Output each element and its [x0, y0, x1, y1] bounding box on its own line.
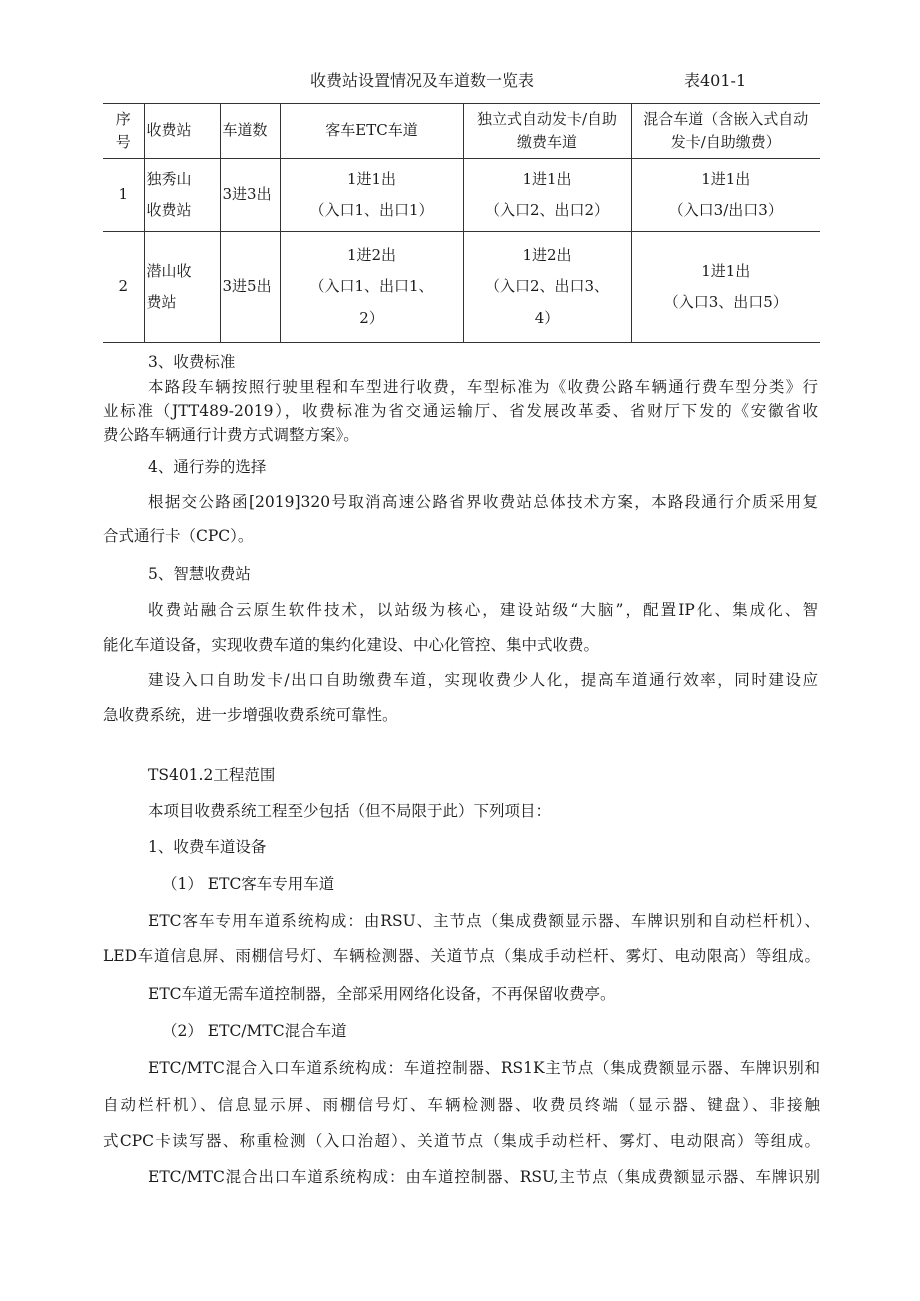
cell-etc: 1进1出 （入口1、出口1）: [280, 159, 463, 232]
paragraph-line: 收费站融合云原生软件技术，以站级为核心，建设站级“大脑”，配置IP化、集成化、智: [148, 601, 818, 619]
paragraph-line: ETC车道无需车道控制器，全部采用网络化设备，不再保留收费亭。: [148, 985, 616, 1003]
header-station: 收费站: [144, 104, 220, 159]
paragraph-line: 建设入口自助发卡/出口自助缴费车道，实现收费少人化，提高车道通行效率，同时建设应: [148, 671, 818, 689]
paragraph-line: LED车道信息屏、雨棚信号灯、车辆检测器、关道节点（集成手动栏杆、雾灯、电动限高）等组成。: [103, 947, 820, 965]
table-caption: 收费站设置情况及车道数一览表: [310, 71, 535, 90]
paragraph-line: 式CPC卡读写器、称重检测（入口治超）、关道节点（集成手动栏杆、雾灯、电动限高）等组成。: [103, 1132, 820, 1150]
paragraph-line: 本路段车辆按照行驶里程和车型进行收费，车型标准为《收费公路车辆通行费车型分类》行: [148, 378, 818, 396]
cell-station: 独秀山 收费站: [144, 159, 220, 232]
section-heading-ticket: 4、通行券的选择: [148, 458, 267, 476]
paragraph-line: ETC客车专用车道系统构成：由RSU、主节点（集成费额显示器、车牌识别和自动栏杆机）、: [148, 912, 820, 930]
paragraph-line: 能化车道设备，实现收费车道的集约化建设、中心化管控、集中式收费。: [103, 636, 600, 654]
paragraph-line: 费公路车辆通行计费方式调整方案》。: [103, 426, 359, 444]
cell-independent: 1进1出 （入口2、出口2）: [463, 159, 631, 232]
toll-station-table: [103, 103, 820, 343]
section-heading-smart-station: 5、智慧收费站: [148, 565, 251, 583]
section-heading-scope: TS401.2工程范围: [148, 766, 276, 784]
header-seq: 序 号: [103, 104, 144, 159]
cell-seq: 1: [103, 159, 144, 232]
section-heading-lane-equipment: 1、收费车道设备: [148, 838, 267, 856]
cell-lanes: 3进5出: [220, 232, 280, 343]
header-lanes: 车道数: [220, 104, 280, 159]
table-row: [103, 159, 820, 232]
header-mixed: 混合车道（含嵌入式自动 发卡/自助缴费）: [631, 104, 820, 159]
paragraph-line: 本项目收费系统工程至少包括（但不局限于此）下列项目：: [148, 802, 552, 820]
cell-etc: 1进2出 （入口1、出口1、 2）: [280, 232, 463, 343]
paragraph-line: 业标准（JTT489-2019），收费标准为省交通运输厅、省发展改革委、省财厅下发的《安徽省收: [103, 402, 818, 420]
cell-mixed: 1进1出 （入口3、出口5）: [631, 232, 820, 343]
section-heading-fee-standard: 3、收费标准: [148, 353, 236, 371]
subheading-etc-lane: （1） ETC客车专用车道: [162, 875, 335, 893]
cell-independent: 1进2出 （入口2、出口3、 4）: [463, 232, 631, 343]
header-independent: 独立式自动发卡/自助 缴费车道: [463, 104, 631, 159]
paragraph-line: 根据交公路函[2019]320号取消高速公路省界收费站总体技术方案，本路段通行介质采用复: [148, 493, 818, 511]
header-etc: 客车ETC车道: [280, 104, 463, 159]
table-number: 表401-1: [684, 71, 747, 90]
cell-lanes: 3进3出: [220, 159, 280, 232]
cell-mixed: 1进1出 （入口3/出口3）: [631, 159, 820, 232]
paragraph-line: ETC/MTC混合出口车道系统构成：由车道控制器、RSU,主节点（集成费额显示器、车牌识别: [148, 1168, 820, 1186]
paragraph-line: 自动栏杆机）、信息显示屏、雨棚信号灯、车辆检测器、收费员终端（显示器、键盘）、非接触: [103, 1096, 820, 1114]
cell-station: 潜山收 费站: [144, 232, 220, 343]
table-row: [103, 232, 820, 343]
paragraph-line: 急收费系统，进一步增强收费系统可靠性。: [103, 706, 398, 724]
paragraph-line: ETC/MTC混合入口车道系统构成：车道控制器、RS1K主节点（集成费额显示器、车牌识别和: [148, 1059, 820, 1077]
subheading-mixed-lane: （2） ETC/MTC混合车道: [162, 1022, 347, 1040]
table-header-row: [103, 104, 820, 159]
cell-seq: 2: [103, 232, 144, 343]
paragraph-line: 合式通行卡（CPC）。: [103, 527, 254, 545]
